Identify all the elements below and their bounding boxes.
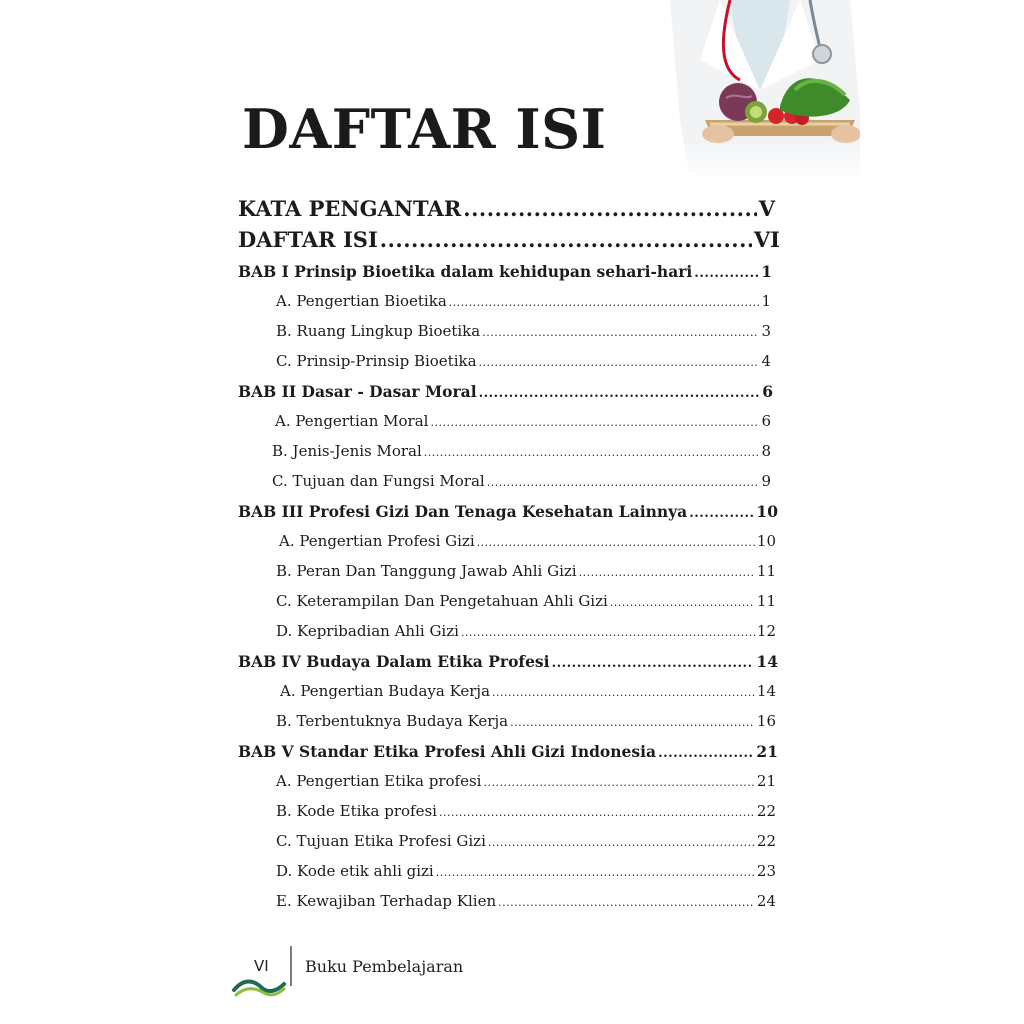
toc-entry-label: KATA PENGANTAR (238, 196, 462, 221)
toc-entry[interactable] (272, 472, 771, 490)
toc-dot-leader (430, 416, 759, 429)
toc-entry-page: 22 (756, 832, 776, 850)
toc-entry[interactable] (279, 532, 776, 550)
toc-entry[interactable] (272, 442, 771, 460)
toc-dot-leader (610, 596, 755, 609)
toc-entry[interactable] (276, 592, 776, 610)
toc-entry-label: BAB V Standar Etika Profesi Ahli Gizi Indonesia (238, 742, 657, 761)
toc-entry-label: BAB III Profesi Gizi Dan Tenaga Kesehatan Lainnya (238, 502, 688, 521)
toc-entry-label: DAFTAR ISI (238, 227, 378, 252)
toc-entry[interactable] (280, 682, 776, 700)
page-title: DAFTAR ISI (242, 97, 607, 161)
toc-dot-leader (510, 716, 755, 729)
toc-entry[interactable] (238, 742, 778, 761)
toc-dot-leader (477, 536, 755, 549)
toc-entry-page: 14 (756, 682, 776, 700)
toc-entry[interactable] (276, 862, 776, 880)
toc-entry-label: A. Pengertian Bioetika (276, 292, 447, 310)
toc-dot-leader (482, 326, 759, 339)
toc-entry[interactable] (276, 712, 776, 730)
toc-entry[interactable] (276, 832, 776, 850)
toc-entry-label: B. Jenis-Jenis Moral (272, 442, 422, 460)
toc-dot-leader (380, 227, 752, 252)
toc-entry-label: A. Pengertian Profesi Gizi (279, 532, 475, 550)
toc-entry-page: VI (753, 227, 780, 252)
toc-entry-label: B. Peran Dan Tanggung Jawab Ahli Gizi (276, 562, 577, 580)
toc-dot-leader (424, 446, 760, 459)
toc-entry-page: 8 (761, 442, 771, 460)
toc-entry[interactable] (276, 772, 776, 790)
toc-entry-page: 11 (756, 592, 776, 610)
toc-entry-page: 6 (761, 412, 771, 430)
toc-entry-label: C. Tujuan dan Fungsi Moral (272, 472, 485, 490)
toc-dot-leader (436, 866, 755, 879)
footer-divider (290, 946, 292, 986)
toc-entry-label: BAB IV Budaya Dalam Etika Profesi (238, 652, 550, 671)
toc-entry-page: 14 (756, 652, 778, 671)
toc-entry-label: D. Kepribadian Ahli Gizi (276, 622, 459, 640)
toc-entry-label: B. Terbentuknya Budaya Kerja (276, 712, 509, 730)
toc-entry-label: BAB II Dasar - Dasar Moral (238, 382, 477, 401)
toc-entry-page: V (758, 196, 775, 221)
toc-entry-page: 10 (756, 532, 776, 550)
footer-page-number: VI (254, 957, 269, 975)
footer-book-title: Buku Pembelajaran (305, 957, 464, 976)
toc-entry-label: C. Keterampilan Dan Pengetahuan Ahli Gizi (276, 592, 608, 610)
toc-entry[interactable] (276, 352, 771, 370)
toc-dot-leader (689, 506, 754, 521)
toc-dot-leader (461, 626, 755, 639)
toc-entry[interactable] (276, 292, 771, 310)
toc-entry-label: BAB I Prinsip Bioetika dalam kehidupan sehari-hari (238, 262, 693, 281)
toc-entry[interactable] (276, 322, 771, 340)
toc-entry-page: 3 (761, 322, 771, 340)
toc-entry-page: 23 (756, 862, 776, 880)
toc-entry-page: 21 (756, 742, 778, 761)
toc-dot-leader (463, 196, 756, 221)
toc-entry-label: A. Pengertian Budaya Kerja (280, 682, 491, 700)
toc-entry-page: 6 (762, 382, 773, 401)
toc-entry-page: 9 (761, 472, 771, 490)
toc-entry[interactable] (276, 892, 776, 910)
toc-entry-page: 4 (761, 352, 771, 370)
toc-entry-page: 1 (761, 292, 771, 310)
toc-entry-label: C. Prinsip-Prinsip Bioetika (276, 352, 477, 370)
toc-dot-leader (449, 296, 760, 309)
toc-entry[interactable] (238, 502, 778, 521)
toc-entry-label: D. Kode etik ahli gizi (276, 862, 434, 880)
toc-entry-label: A. Pengertian Moral (275, 412, 429, 430)
toc-dot-leader (492, 686, 755, 699)
toc-entry[interactable] (238, 262, 772, 281)
toc-entry[interactable] (276, 622, 776, 640)
toc-dot-leader (483, 776, 754, 789)
toc-entry-page: 1 (761, 262, 772, 281)
toc-entry[interactable] (238, 652, 778, 671)
toc-dot-leader (479, 386, 761, 401)
toc-dot-leader (487, 476, 760, 489)
toc-entry-label: B. Ruang Lingkup Bioetika (276, 322, 481, 340)
toc-dot-leader (552, 656, 755, 671)
toc-entry-page: 21 (756, 772, 776, 790)
toc-dot-leader (498, 896, 755, 909)
toc-entry-page: 24 (756, 892, 776, 910)
toc-entry-label: E. Kewajiban Terhadap Klien (276, 892, 497, 910)
toc-entry-label: B. Kode Etika profesi (276, 802, 437, 820)
toc-entry-page: 16 (756, 712, 776, 730)
toc-dot-leader (694, 266, 759, 281)
toc-entry[interactable] (276, 562, 776, 580)
toc-entry[interactable] (238, 382, 773, 401)
toc-entry-label: C. Tujuan Etika Profesi Gizi (276, 832, 486, 850)
toc-entry-page: 10 (756, 502, 778, 521)
toc-entry[interactable] (238, 227, 780, 252)
toc-dot-leader (658, 746, 754, 761)
toc-dot-leader (488, 836, 755, 849)
wave-logo-icon (232, 976, 286, 998)
toc-entry[interactable] (276, 802, 776, 820)
toc-entry-page: 11 (756, 562, 776, 580)
toc-entry-page: 12 (756, 622, 776, 640)
toc-entry[interactable] (238, 196, 775, 221)
toc-entry-page: 22 (756, 802, 776, 820)
toc-dot-leader (439, 806, 755, 819)
toc-entry-label: A. Pengertian Etika profesi (276, 772, 482, 790)
toc-entry[interactable] (275, 412, 771, 430)
toc-dot-leader (479, 356, 760, 369)
toc-dot-leader (579, 566, 755, 579)
